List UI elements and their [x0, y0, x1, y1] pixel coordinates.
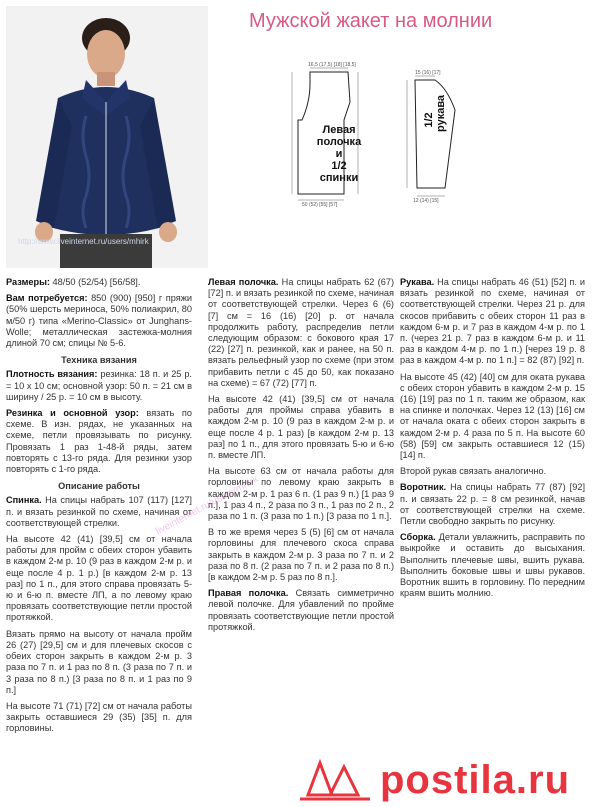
source-url: http://www.liveinternet.ru/users/mhirk [18, 237, 149, 246]
paragraph-text: На высоте 45 (42) [40] см для оката рукава с обеих сторон убавить в каждом 2-м р. 15 (16) [19] раз по 1 п. таким же образом, как на спинке и полочках. Через 12 (13) [16] см от начала оката с обеих сторон закрыть в каждом 2-м р. 4 раза по 5 п. На высоте 60 (58) [59] см закрыть оставшиеся 12 (15) [14] п. [400, 371, 585, 461]
paragraph-text: Детали увлажнить, расправить по выкройке и оставить до высыхания. Выполнить плечевые швы, вшить рукава. Выполнить боковые швы и швы рукавов. Воротник вшить в горловину. По передним краям вшить молнию. [400, 532, 585, 599]
paragraph-lead: Рукава. [400, 277, 435, 287]
body-piece-label: Левая полочка и 1/2 спинки [316, 124, 362, 184]
paragraph-text: На высоте 71 (71) [72] см от начала работы закрыть оставшиеся 29 (35) [35] п. для горловины. [6, 700, 192, 734]
paragraph-text: На спицы набрать 77 (87) [92] п. и связать 22 р. = 8 см резинкой, начав от соответствующей стрелки на схеме. Петли свободно закрыть по рисунку. [400, 482, 585, 527]
postila-logo-text: postila.ru [380, 758, 571, 802]
paragraph-text: На высоте 63 см от начала работы для горловины по левому краю закрыть в каждом 2-м р. 1 раз 6 п. (1 раз 9 п.) [1 раз 9 п.], 1 раз 4 п., 2 раза по 3 п., 1 раз по 2 п., 2 раза по 1 п. (3 раза по 1 п.) [3 раза по 1 п.]. [208, 466, 394, 522]
paragraph [6, 277, 192, 288]
paragraph [6, 369, 192, 403]
text-column-2 [208, 277, 394, 638]
paragraph [6, 629, 192, 696]
paragraph-text: В то же время через 5 (5) [6] см от начала горловины для плечевого скоса справа закрыть в каждом 2-м р. 3 раза по 7 п. и 2 раза по 8 п. (2 раза по 7 п. и 2 раза по 8 п.) [в каждом 2-м р. 5 раз по 8 п.]. [208, 527, 394, 583]
watermark: liveinternet.ru/users/mhirk [154, 473, 261, 538]
model-photo [6, 6, 208, 268]
paragraph-text: На высоте 42 (41) [39,5] см от начала работы для проймы справа убавить в каждом 2-м р. 10 (9 раз в каждом 2-м р. и еще после 4 р. 1 раз) [в каждом 2-м р. 13 раз] по 1 п., для этого провязать 5-ю и 6-ю п. вместе ЛП. [208, 394, 394, 461]
paragraph-lead: Спинка. [6, 495, 42, 506]
paragraph-lead: Плотность вязания: [6, 369, 98, 380]
paragraph [400, 532, 585, 599]
paragraph [6, 701, 192, 735]
paragraph-text: 48/50 (52/54) [56/58]. [50, 277, 141, 287]
paragraph [208, 588, 394, 633]
paragraph [208, 394, 394, 461]
paragraph [400, 466, 585, 477]
paragraph-lead: Сборка. [400, 532, 436, 543]
section-heading: Техника вязания [61, 355, 137, 366]
text-column-1 [6, 277, 192, 740]
paragraph-text: На спицы набрать 46 (51) [52] п. и вязать резинкой по схеме, начиная от соответствующей стрелки. Через 21 р. для скосов прибавить с обеих сторон 11 раз в каждом 6-м р. и 7 раз в каждом 4-м р. по 1 п. (через 21 р. 7 раз в каждом 6-м р. и 11 раз в каждом 4-м р. по 1 п.) [через 19 р. 8 раз в каждом 4-м р. по 1 п.] = 82 (87) [92] п. [400, 277, 585, 366]
paragraph [6, 534, 192, 624]
paragraph-lead: Вам потребуется: [6, 293, 88, 304]
paragraph-lead: Левая полочка. [208, 277, 279, 287]
body-top-dim: 16,5 (17,5) [18] [18,5] [308, 62, 356, 68]
paragraph-lead: Размеры: [6, 277, 50, 287]
paragraph-lead: Воротник. [400, 482, 447, 493]
paragraph-lead: Резинка и основной узор: [6, 408, 139, 419]
sleeve-piece-label: 1/2 рукава [423, 94, 447, 132]
paragraph-text: резинка: 18 п. и 25 р. = 10 х 10 см; основной узор: 50 п. = 21 см в ширину / 25 р. = 10 см в высоту. [6, 369, 192, 402]
postila-logo-icon [300, 755, 370, 801]
paragraph [400, 372, 585, 462]
paragraph [208, 277, 394, 389]
sleeve-top-dim: 15 (16) [17] [415, 70, 441, 76]
paragraph-text: Второй рукав связать аналогично. [400, 466, 547, 477]
paragraph [208, 527, 394, 583]
body-bottom-dim: 50 (52) [55] [57] [302, 202, 338, 208]
paragraph [400, 277, 585, 367]
paragraph-lead: Правая полочка. [208, 588, 289, 599]
paragraph-text: Вязать прямо на высоту от начала пройм 26 (27) [29,5] см и для плечевых скосов с обеих сторон закрыть в каждом 2-м р. 3 раза по 7 п. и 1 раз по 8 п. (3 раза по 7 п. и 3 раза по 8 п.) [3 раза по 8 п. и 1 раз по 9 п.] [6, 628, 192, 695]
paragraph [6, 293, 192, 349]
paragraph-text: На спицы набрать 62 (67) [72] п. и вязать резинкой по схеме, начиная от соответствующей стрелки. Через 6 (6) [7] см = 16 (16) [20] р. от начала продолжить работу, распределив петли следующим образом: с бокового края 17 (22) [27] п. резинкой, как и ранее, на 50 п. вязать рельефный узор по схеме (при этом прибавить петли с 45 до 50, как показано на схеме) = 67 (72) [77] п. [208, 277, 395, 388]
paragraph [400, 482, 585, 527]
paragraph-text: 850 (900) [950] г пряжи (50% шерсть мериноса, 50% полиакрил, 80 м/50 г) типа «Merino-Classic» от Junghans-Wolle; металлическая застежка-молния длиной 70 см; спицы № 5-6. [6, 293, 192, 349]
paragraph-text: На высоте 42 (41) [39,5] см от начала работы для пройм с обеих сторон убавить в каждом 2-м р. 10 (9 раз в каждом 2-м р. и еще после 4 р. 1 р.) [в каждом 2-м р. 13 раз] по 1 п., для этого справа провязать 5-ю и 6-ю п. вместе ЛП, а по левому краю провязать соответствующие петли простой протяжкой. [6, 534, 192, 623]
paragraph-text: вязать по схеме. В изн. рядах, не указанных на схеме, петли провязывать по рисунку. Провязать 1 раз 1-48-й ряды, затем повторять с 13-го ряда. Для резинки узор повторять с 1-го ряда. [6, 408, 192, 475]
text-column-3 [400, 277, 585, 604]
section-heading: Описание работы [58, 481, 140, 492]
paragraph [6, 408, 192, 475]
paragraph-text: Связать симметрично левой полочке. Для убавлений по пройме провязать соответствующие петли простой протяжкой. [208, 588, 394, 632]
sleeve-bottom-dim: 12 (14) [15] [413, 198, 439, 204]
sleeve-schematic [395, 70, 465, 210]
paragraph-text: На спицы набрать 107 (117) [127] п. и вязать резинкой по схеме, начиная от соответствующей стрелки. [6, 495, 192, 528]
page-title: Мужской жакет на молнии [249, 10, 493, 32]
